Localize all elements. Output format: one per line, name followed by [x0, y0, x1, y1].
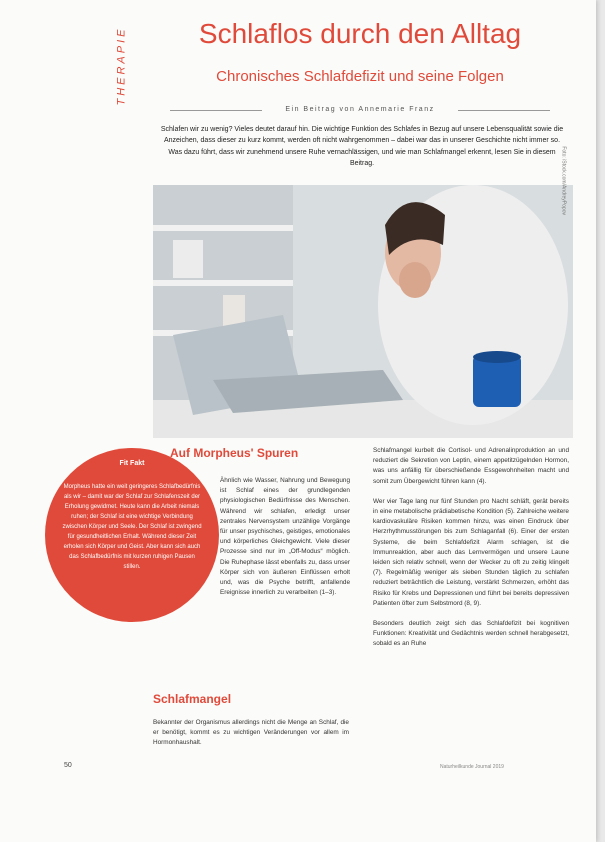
page-footer: Naturheilkunde Journal 2019 — [440, 764, 504, 770]
column-3-paragraph-1: Schlafmangel kurbelt die Cortisol- und Adrenalinproduktion an und reduziert die Sekretion von Leptin, einem appetitzügelnden Hormon, was uns anfällig für überschießende Essgewohnheiten macht und somit zum Übergewicht führen kann (4). — [373, 447, 569, 485]
photo-credit: Foto: iStock.com/AndreyPopov — [561, 146, 567, 215]
column-3-paragraph-2: Wer vier Tage lang nur fünf Stunden pro Nacht schläft, gerät bereits in eine metabolische prädiabetische Kondition (5). Zahlreiche weitere kardiovaskuläre Risiken kommen hinzu, was einen Eindruck über Herzrhythmusstörungen bis zum Schlaganfall (6). Einer der ersten Systeme, die beim Schlafdefizit Alarm schlagen, ist die Immunreaktion, aber auch das Lernvermögen und unsere Laune leiden sich relativ schnell, wenn der Wecker zu oft zu zeitig klingelt (7). Regelmäßig weniger als sieben Stunden täglich zu schlafen reduziert beträchtlich die Leistung, verstärkt Schmerzen, erhöht das Risiko für Krebs und Depressionen und führt bei bereits depressiven Patienten öfter zum Selbstmord (8, 9). — [373, 497, 569, 607]
article-subtitle: Chronisches Schlafdefizit und seine Folgen — [216, 68, 504, 85]
column-1-text: Ähnlich wie Wasser, Nahrung und Bewegung ist Schlaf eines der grundlegenden physiologischen Bedürfnisse des Menschen. Während wir schlafen, erledigt unser zentrales Nervensystem unzählige Vorgänge für unser psychisches, geistiges, emotionales und körperliches Gleichgewicht. Viele dieser Prozesse sind nur im „Off-Modus“ möglich. Die Ruhephase lässt ebenfalls zu, dass unser Körper sich von äußeren Einflüssen erholt und, was die Psyche betrifft, anfallende Ereignisse innerlich zu verarbeiten (1–3). — [220, 477, 350, 597]
section-heading-schlafmangel: Schlafmangel — [153, 692, 232, 706]
byline: Ein Beitrag von Annemarie Franz — [170, 106, 550, 113]
rubric-label: THERAPIE — [115, 26, 128, 106]
page-number: 50 — [64, 762, 72, 769]
section-rubric — [115, 18, 134, 128]
fit-fakt-box — [45, 448, 219, 622]
box-text: Morpheus hatte ein weit geringeres Schlafbedürfnis als wir – damit war der Schlaf zur Schlafenszeit der Erholung gewidmet. Heute kann die Arbeit niemals ruhen; der Schlaf ist eine wichtige Verbindung zwischen Körper und Seele. Der Schlaf ist zwingend für gesundheitlichen Erhalt. Während dieser Zeit erholen sich Körper und Geist. Aber kann sich auch das Schlafbedürfnis mit kurzen ruhigen Pausen stillen. — [62, 484, 202, 570]
intro-paragraph: Schlafen wir zu wenig? Vieles deutet darauf hin. Die wichtige Funktion des Schlafes in Bezug auf unsere Lebensqualität sowie die Anzeichen, dass dieser zu kurz kommt, werden oft nicht wahrgenommen – dabei war das in unserer Geschichte nicht immer so. Was dazu führt, dass wir zunehmend unsere Ruhe vernachlässigen, und wie man Schlafmangel erkennt, lesen Sie in diesem Beitrag. — [160, 126, 564, 168]
article-title: Schlaflos durch den Alltag — [198, 18, 522, 49]
column-2-text: Bekannter der Organismus allerdings nicht die Menge an Schlaf, die er benötigt, kommt es zu wichtigen Veränderungen vor allem im Hormonhaushalt. — [153, 719, 349, 747]
box-title: Fit Fakt — [119, 460, 145, 467]
column-3 — [373, 446, 569, 660]
yawning-woman-laptop-illustration — [153, 185, 573, 438]
section-heading-morpheus: Auf Morpheus' Spuren — [170, 446, 299, 460]
column-3-paragraph-3: Besonders deutlich zeigt sich das Schlafdefizit bei kognitiven Funktionen: Kreativität und Gedächtnis werden schnell herabgesetzt, sobald es an Ruhe — [373, 620, 569, 648]
